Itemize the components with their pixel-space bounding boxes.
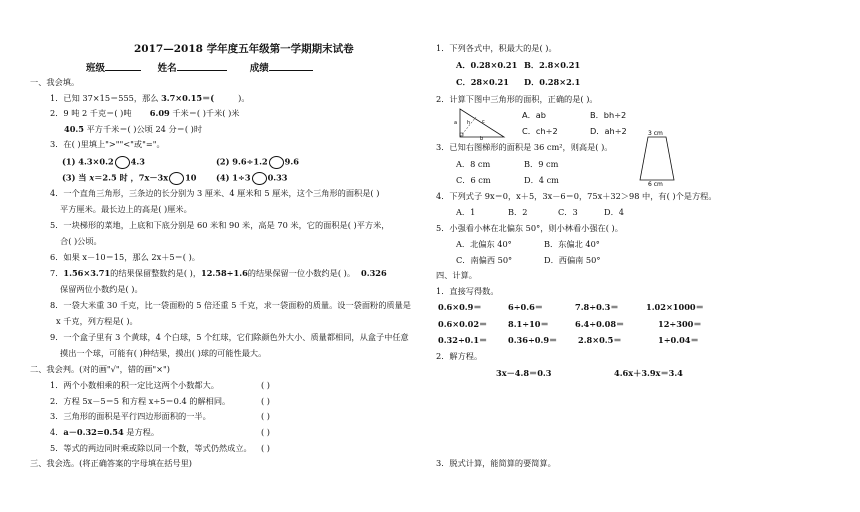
label-a: a xyxy=(454,120,458,126)
choice-1: 1．下列各式中，积最大的是( )。 xyxy=(436,43,557,53)
choice-3-d[interactable]: D．4 cm xyxy=(524,175,559,185)
judge-2: 2．方程 5x－5＝5 和方程 x÷5＝0.4 的解相同。 xyxy=(50,396,231,406)
equation-1: 3x－4.8＝0.3 xyxy=(496,368,552,378)
q3-4 xyxy=(216,172,288,185)
score-label: 成绩 xyxy=(249,63,269,74)
choice-4-b[interactable]: B．2 xyxy=(508,207,528,217)
choice-1-b[interactable]: B．2.8×0.21 xyxy=(524,60,581,70)
q7-text2: 的结果保留一位小数约是( )。 xyxy=(247,268,356,278)
judge-answer-4[interactable]: ( ) xyxy=(261,427,270,437)
q3-3-a: (3) 当 xyxy=(62,172,87,183)
q2-line2 xyxy=(64,125,202,134)
choice-2-b[interactable]: B．bh÷2 xyxy=(590,110,627,120)
q5-line2: 合( )公顷。 xyxy=(60,236,102,246)
choice-5-c[interactable]: C．南偏西 50° xyxy=(456,255,513,265)
direct-write-heading: 1．直接写得数。 xyxy=(436,286,499,296)
trapezoid-figure xyxy=(636,128,680,186)
label-h: h xyxy=(467,120,471,126)
q7 xyxy=(50,269,387,278)
name-label: 姓名 xyxy=(157,63,177,74)
q3-4-left: (4) 1÷3 xyxy=(216,172,251,183)
judge-answer-5[interactable]: ( ) xyxy=(261,443,270,453)
calc-r3-c4: 1÷0.04＝ xyxy=(658,335,699,345)
q4: 4．一个直角三角形，三条边的长分别为 3 厘米、4 厘米和 5 厘米，这个三角形的面积是( ) xyxy=(50,188,380,198)
q3-4-right: 0.33 xyxy=(267,172,288,183)
q7-line2: 保留两位小数约是( )。 xyxy=(60,284,143,294)
label-c: c xyxy=(482,119,485,125)
q1-expr: 3.7×0.15＝( xyxy=(161,93,215,103)
q3-3-right: 10 xyxy=(185,172,197,183)
calc-r2-c3: 6.4÷0.08＝ xyxy=(575,319,625,329)
judge-4-num: 4． xyxy=(50,427,64,437)
calc-r1-c3: 7.8÷0.3＝ xyxy=(575,302,619,312)
judge-answer-2[interactable]: ( ) xyxy=(261,396,270,406)
judge-1: 1．两个小数相乘的积一定比这两个小数都大。 xyxy=(50,380,219,390)
choice-5-b[interactable]: B．东偏北 40° xyxy=(544,239,600,249)
section-fill: 一、我会填。 xyxy=(30,77,80,87)
calc-r1-c2: 6÷0.6＝ xyxy=(508,302,543,312)
choice-3-b[interactable]: B．9 cm xyxy=(524,159,559,169)
choice-4-c[interactable]: C．3 xyxy=(558,207,578,217)
choice-2: 2．计算下图中三角形的面积，正确的是( )。 xyxy=(436,94,598,104)
choice-5: 5．小强看小林在北偏东 50°，则小林看小强在( )。 xyxy=(436,223,623,233)
choice-5-d[interactable]: D．西偏南 50° xyxy=(544,255,601,265)
q2-part-a: 2．9 吨 2 千克＝( )吨 xyxy=(50,108,132,118)
q7-expr1: 1.56×3.71 xyxy=(63,268,111,278)
choice-2-a[interactable]: A．ab xyxy=(522,110,547,120)
q3-1-right: 4.3 xyxy=(130,156,145,167)
class-label: 班级 xyxy=(86,63,106,74)
calc-r3-c3: 2.8×0.5＝ xyxy=(578,335,622,345)
judge-4-text: 是方程。 xyxy=(126,427,160,437)
q7-num: 7． xyxy=(50,268,64,278)
choice-1-c[interactable]: C．28×0.21 xyxy=(456,77,509,87)
q2 xyxy=(50,109,239,118)
q9: 9．一个盒子里有 3 个黄球，4 个白球，5 个红球，它们除颜色外大小、质量都相同，从盒子中任意 xyxy=(50,332,409,342)
judge-3: 3．三角形的面积是平行四边形面积的一半。 xyxy=(50,411,211,421)
equation-2: 4.6x＋3.9x＝3.4 xyxy=(614,368,683,378)
page-title: 2017—2018 学年度五年级第一学期期末试卷 xyxy=(134,43,354,55)
choice-4: 4．下列式子 9x＝0，x＋5，3x－6＝0，75x＋32＞98 中，有( )个是方程。 xyxy=(436,191,717,201)
q2-part-c: 千米＝( )千米( )米 xyxy=(172,108,240,118)
calc-r3-c1: 0.32÷0.1＝ xyxy=(438,335,488,345)
q3-2-left: (2) 9.6÷1.2 xyxy=(216,156,268,167)
compare-circle[interactable] xyxy=(252,172,267,185)
q1-end: )。 xyxy=(238,93,250,103)
trap-bottom-label: 6 cm xyxy=(648,181,663,186)
calc-r1-c4: 1.02×1000＝ xyxy=(646,302,704,312)
choice-4-a[interactable]: A．1 xyxy=(456,207,476,217)
q7-expr2: 12.58÷1.6 xyxy=(201,268,248,278)
q3-1 xyxy=(62,156,145,169)
section-choose: 三、我会选。(将正确答案的字母填在括号里) xyxy=(30,458,192,468)
judge-4-expr: a－0.32=0.54 xyxy=(63,427,124,437)
judge-5: 5．等式的两边同时乘或除以同一个数，等式仍然成立。 xyxy=(50,443,252,453)
student-info xyxy=(86,62,313,75)
section-calc: 四、计算。 xyxy=(436,270,477,280)
calc-r2-c2: 8.1÷10＝ xyxy=(508,319,549,329)
choice-3-a[interactable]: A．8 cm xyxy=(456,159,491,169)
q3-2 xyxy=(216,156,299,169)
calc-r2-c1: 0.6×0.02＝ xyxy=(438,319,488,329)
judge-4 xyxy=(50,428,159,437)
q9-line2: 摸出一个球，可能有( )种结果，摸出( )球的可能性最大。 xyxy=(60,348,267,358)
q7-expr3: 0.326 xyxy=(361,268,387,278)
judge-answer-3[interactable]: ( ) xyxy=(261,411,270,421)
class-field[interactable] xyxy=(105,62,141,71)
choice-2-c[interactable]: C．ch÷2 xyxy=(522,126,558,136)
calc-r1-c1: 0.6×0.9＝ xyxy=(438,302,482,312)
q1 xyxy=(50,94,250,103)
choice-1-d[interactable]: D．0.28×2.1 xyxy=(524,77,581,87)
score-field[interactable] xyxy=(269,62,313,71)
choice-2-d[interactable]: D．ah÷2 xyxy=(590,126,627,136)
q5: 5．一块梯形的菜地，上底和下底分别是 60 米和 90 米，高是 70 米，它的面积是( )平方米， xyxy=(50,220,390,230)
q3-2-right: 9.6 xyxy=(284,156,299,167)
q8-line2: x 千克，列方程是( )。 xyxy=(56,316,138,326)
label-b: b xyxy=(480,136,484,140)
q3-3-var: x xyxy=(89,172,95,183)
choice-3: 3．已知右图梯形的面积是 36 cm²，则高是( )。 xyxy=(436,142,613,152)
calc-r2-c4: 12÷300＝ xyxy=(658,319,702,329)
choice-1-a[interactable]: A．0.28×0.21 xyxy=(456,60,518,70)
q8: 8．一袋大米重 30 千克，比一袋面粉的 5 倍还重 5 千克，求一袋面粉的质量。设一袋面粉的质量是 xyxy=(50,300,411,310)
q2-part-e: 平方千米＝( )公顷 24 分＝( )时 xyxy=(86,124,203,134)
choice-5-a[interactable]: A．北偏东 40° xyxy=(456,239,512,249)
choice-3-c[interactable]: C．6 cm xyxy=(456,175,491,185)
triangle-figure xyxy=(454,106,510,140)
simplify-heading: 3．脱式计算，能简算的要简算。 xyxy=(436,458,556,468)
q3-3-b: ＝2.5 时 ，7x－3x xyxy=(94,172,169,183)
q3-1-left: (1) 4.3×0.2 xyxy=(62,156,114,167)
q2-num2: 40.5 xyxy=(64,124,84,134)
q3-3 xyxy=(62,172,197,185)
trap-top-label: 3 cm xyxy=(648,130,663,137)
q2-num: 6.09 xyxy=(149,108,170,118)
compare-circle[interactable] xyxy=(115,156,130,169)
calc-r3-c2: 0.36÷0.9＝ xyxy=(508,335,558,345)
judge-answer-1[interactable]: ( ) xyxy=(261,380,270,390)
q3: 3．在( )里填上">""<"或"="。 xyxy=(50,139,165,149)
compare-circle[interactable] xyxy=(169,172,184,185)
solve-heading: 2．解方程。 xyxy=(436,351,483,361)
q6: 6．如果 x－10＝15，那么 2x＋5＝( )。 xyxy=(50,252,200,262)
q1-text: 1．已知 37×15＝555，那么 xyxy=(50,93,159,103)
choice-4-d[interactable]: D．4 xyxy=(604,207,624,217)
q7-text1: 的结果保留整数约是( )， xyxy=(110,268,202,278)
compare-circle[interactable] xyxy=(269,156,284,169)
trapezoid-shape xyxy=(640,137,674,180)
name-field[interactable] xyxy=(177,62,227,71)
q4-line2: 平方厘米。最长边上的高是( )厘米。 xyxy=(60,204,192,214)
section-judge: 二、我会判。(对的画"√"，错的画"×") xyxy=(30,364,170,374)
